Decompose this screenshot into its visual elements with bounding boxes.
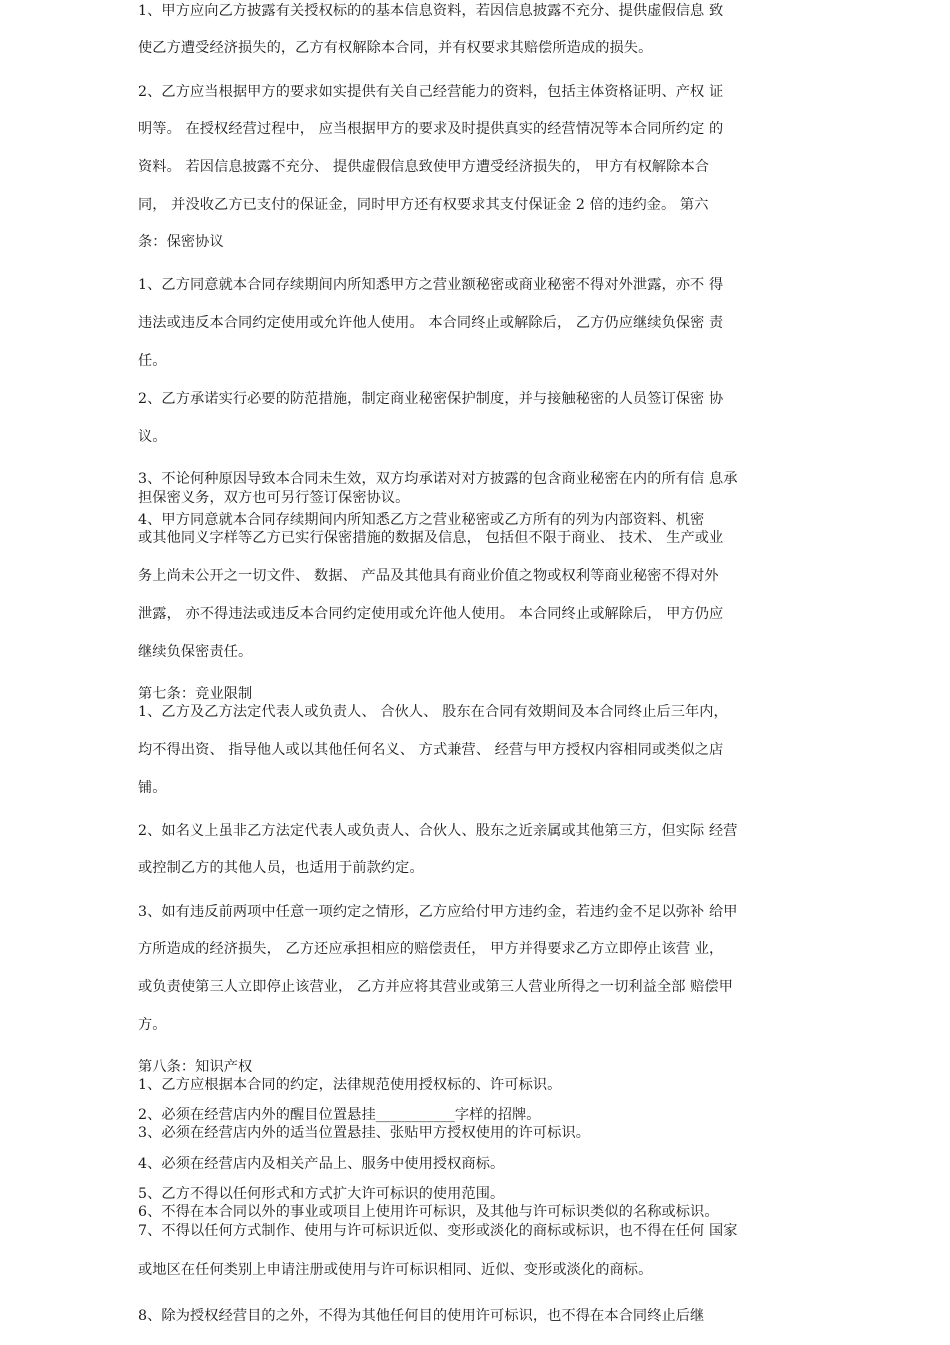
- text-line: 2、必须在经营店内外的醒目位置悬挂___________字样的招牌。: [138, 1107, 541, 1123]
- text-line: 7、不得以任何方式制作、使用与许可标识近似、变形或淡化的商标或标识，也不得在任何 国家: [138, 1223, 738, 1239]
- text-line: 方所造成的经济损失， 乙方还应承担相应的赔偿责任， 甲方并得要求乙方立即停止该营 业，: [138, 941, 724, 957]
- text-line: 明等。 在授权经营过程中， 应当根据甲方的要求及时提供真实的经营情况等本合同所约定 的: [138, 121, 724, 137]
- text-line: 3、如有违反前两项中任意一项约定之情形，乙方应给付甲方违约金，若违约金不足以弥补 给甲: [138, 904, 738, 920]
- text-line: 铺。: [138, 780, 167, 796]
- text-line: 2、乙方应当根据甲方的要求如实提供有关自己经营能力的资料，包括主体资格证明、产权 证: [138, 84, 724, 100]
- text-line: 议。: [138, 429, 167, 445]
- text-line: 同， 并没收乙方已支付的保证金，同时甲方还有权要求其支付保证金 2 倍的违约金。 第六: [138, 197, 709, 213]
- section-heading: 第七条：竞业限制: [138, 686, 253, 702]
- text-line: 2、如名义上虽非乙方法定代表人或负责人、合伙人、股东之近亲属或其他第三方，但实际 经营: [138, 823, 738, 839]
- text-line: 3、不论何种原因导致本合同未生效，双方均承诺对对方披露的包含商业秘密在内的所有信 息承: [138, 471, 738, 487]
- text-line: 使乙方遭受经济损失的，乙方有权解除本合同，并有权要求其赔偿所造成的损失。: [138, 40, 653, 56]
- text-line: 1、乙方同意就本合同存续期间内所知悉甲方之营业额秘密或商业秘密不得对外泄露，亦不 得: [138, 277, 724, 293]
- text-line: 2、乙方承诺实行必要的防范措施，制定商业秘密保护制度，并与接触秘密的人员签订保密 协: [138, 391, 724, 407]
- text-line: 5、乙方不得以任何形式和方式扩大许可标识的使用范围。: [138, 1186, 505, 1202]
- text-line: 3、必须在经营店内外的适当位置悬挂、张贴甲方授权使用的许可标识。: [138, 1125, 591, 1141]
- text-line: 继续负保密责任。: [138, 644, 253, 660]
- text-line: 担保密义务，双方也可另行签订保密协议。: [138, 490, 410, 506]
- text-line: 违法或违反本合同约定使用或允许他人使用。 本合同终止或解除后， 乙方仍应继续负保密 责: [138, 315, 724, 331]
- text-line: 方。: [138, 1017, 167, 1033]
- text-line: 务上尚未公开之一切文件、 数据、 产品及其他具有商业价值之物或权利等商业秘密不得对外: [138, 568, 719, 584]
- text-line: 任。: [138, 353, 167, 369]
- text-line: 或负责使第三人立即停止该营业， 乙方并应将其营业或第三人营业所得之一切利益全部 赔偿甲: [138, 979, 734, 995]
- text-line: 资料。 若因信息披露不充分、 提供虚假信息致使甲方遭受经济损失的， 甲方有权解除本合: [138, 159, 710, 175]
- section-heading: 第八条：知识产权: [138, 1059, 253, 1075]
- text-line: 1、乙方应根据本合同的约定，法律规范使用授权标的、许可标识。: [138, 1077, 562, 1093]
- section-heading: 条：保密协议: [138, 234, 224, 250]
- text-line: 或其他同义字样等乙方已实行保密措施的数据及信息， 包括但不限于商业、 技术、 生产或业: [138, 530, 724, 546]
- text-line: 8、除为授权经营目的之外，不得为其他任何目的使用许可标识，也不得在本合同终止后继: [138, 1308, 705, 1324]
- text-line: 1、甲方应向乙方披露有关授权标的的基本信息资料，若因信息披露不充分、提供虚假信息 致: [138, 3, 724, 19]
- text-line: 泄露， 亦不得违法或违反本合同约定使用或允许他人使用。 本合同终止或解除后， 甲方仍应: [138, 606, 724, 622]
- text-line: 1、乙方及乙方法定代表人或负责人、 合伙人、 股东在合同有效期间及本合同终止后三年内，: [138, 704, 728, 720]
- text-line: 6、不得在本合同以外的事业或项目上使用许可标识，及其他与许可标识类似的名称或标识。: [138, 1204, 719, 1220]
- text-line: 或地区在任何类别上申请注册或使用与许可标识相同、近似、变形或淡化的商标。: [138, 1262, 653, 1278]
- text-line: 4、必须在经营店内及相关产品上、服务中使用授权商标。: [138, 1156, 505, 1172]
- text-line: 或控制乙方的其他人员，也适用于前款约定。: [138, 860, 424, 876]
- text-line: 均不得出资、 指导他人或以其他任何名义、 方式兼营、 经营与甲方授权内容相同或类似之店: [138, 742, 724, 758]
- text-line: 4、甲方同意就本合同存续期间内所知悉乙方之营业秘密或乙方所有的列为内部资料、机密: [138, 512, 705, 528]
